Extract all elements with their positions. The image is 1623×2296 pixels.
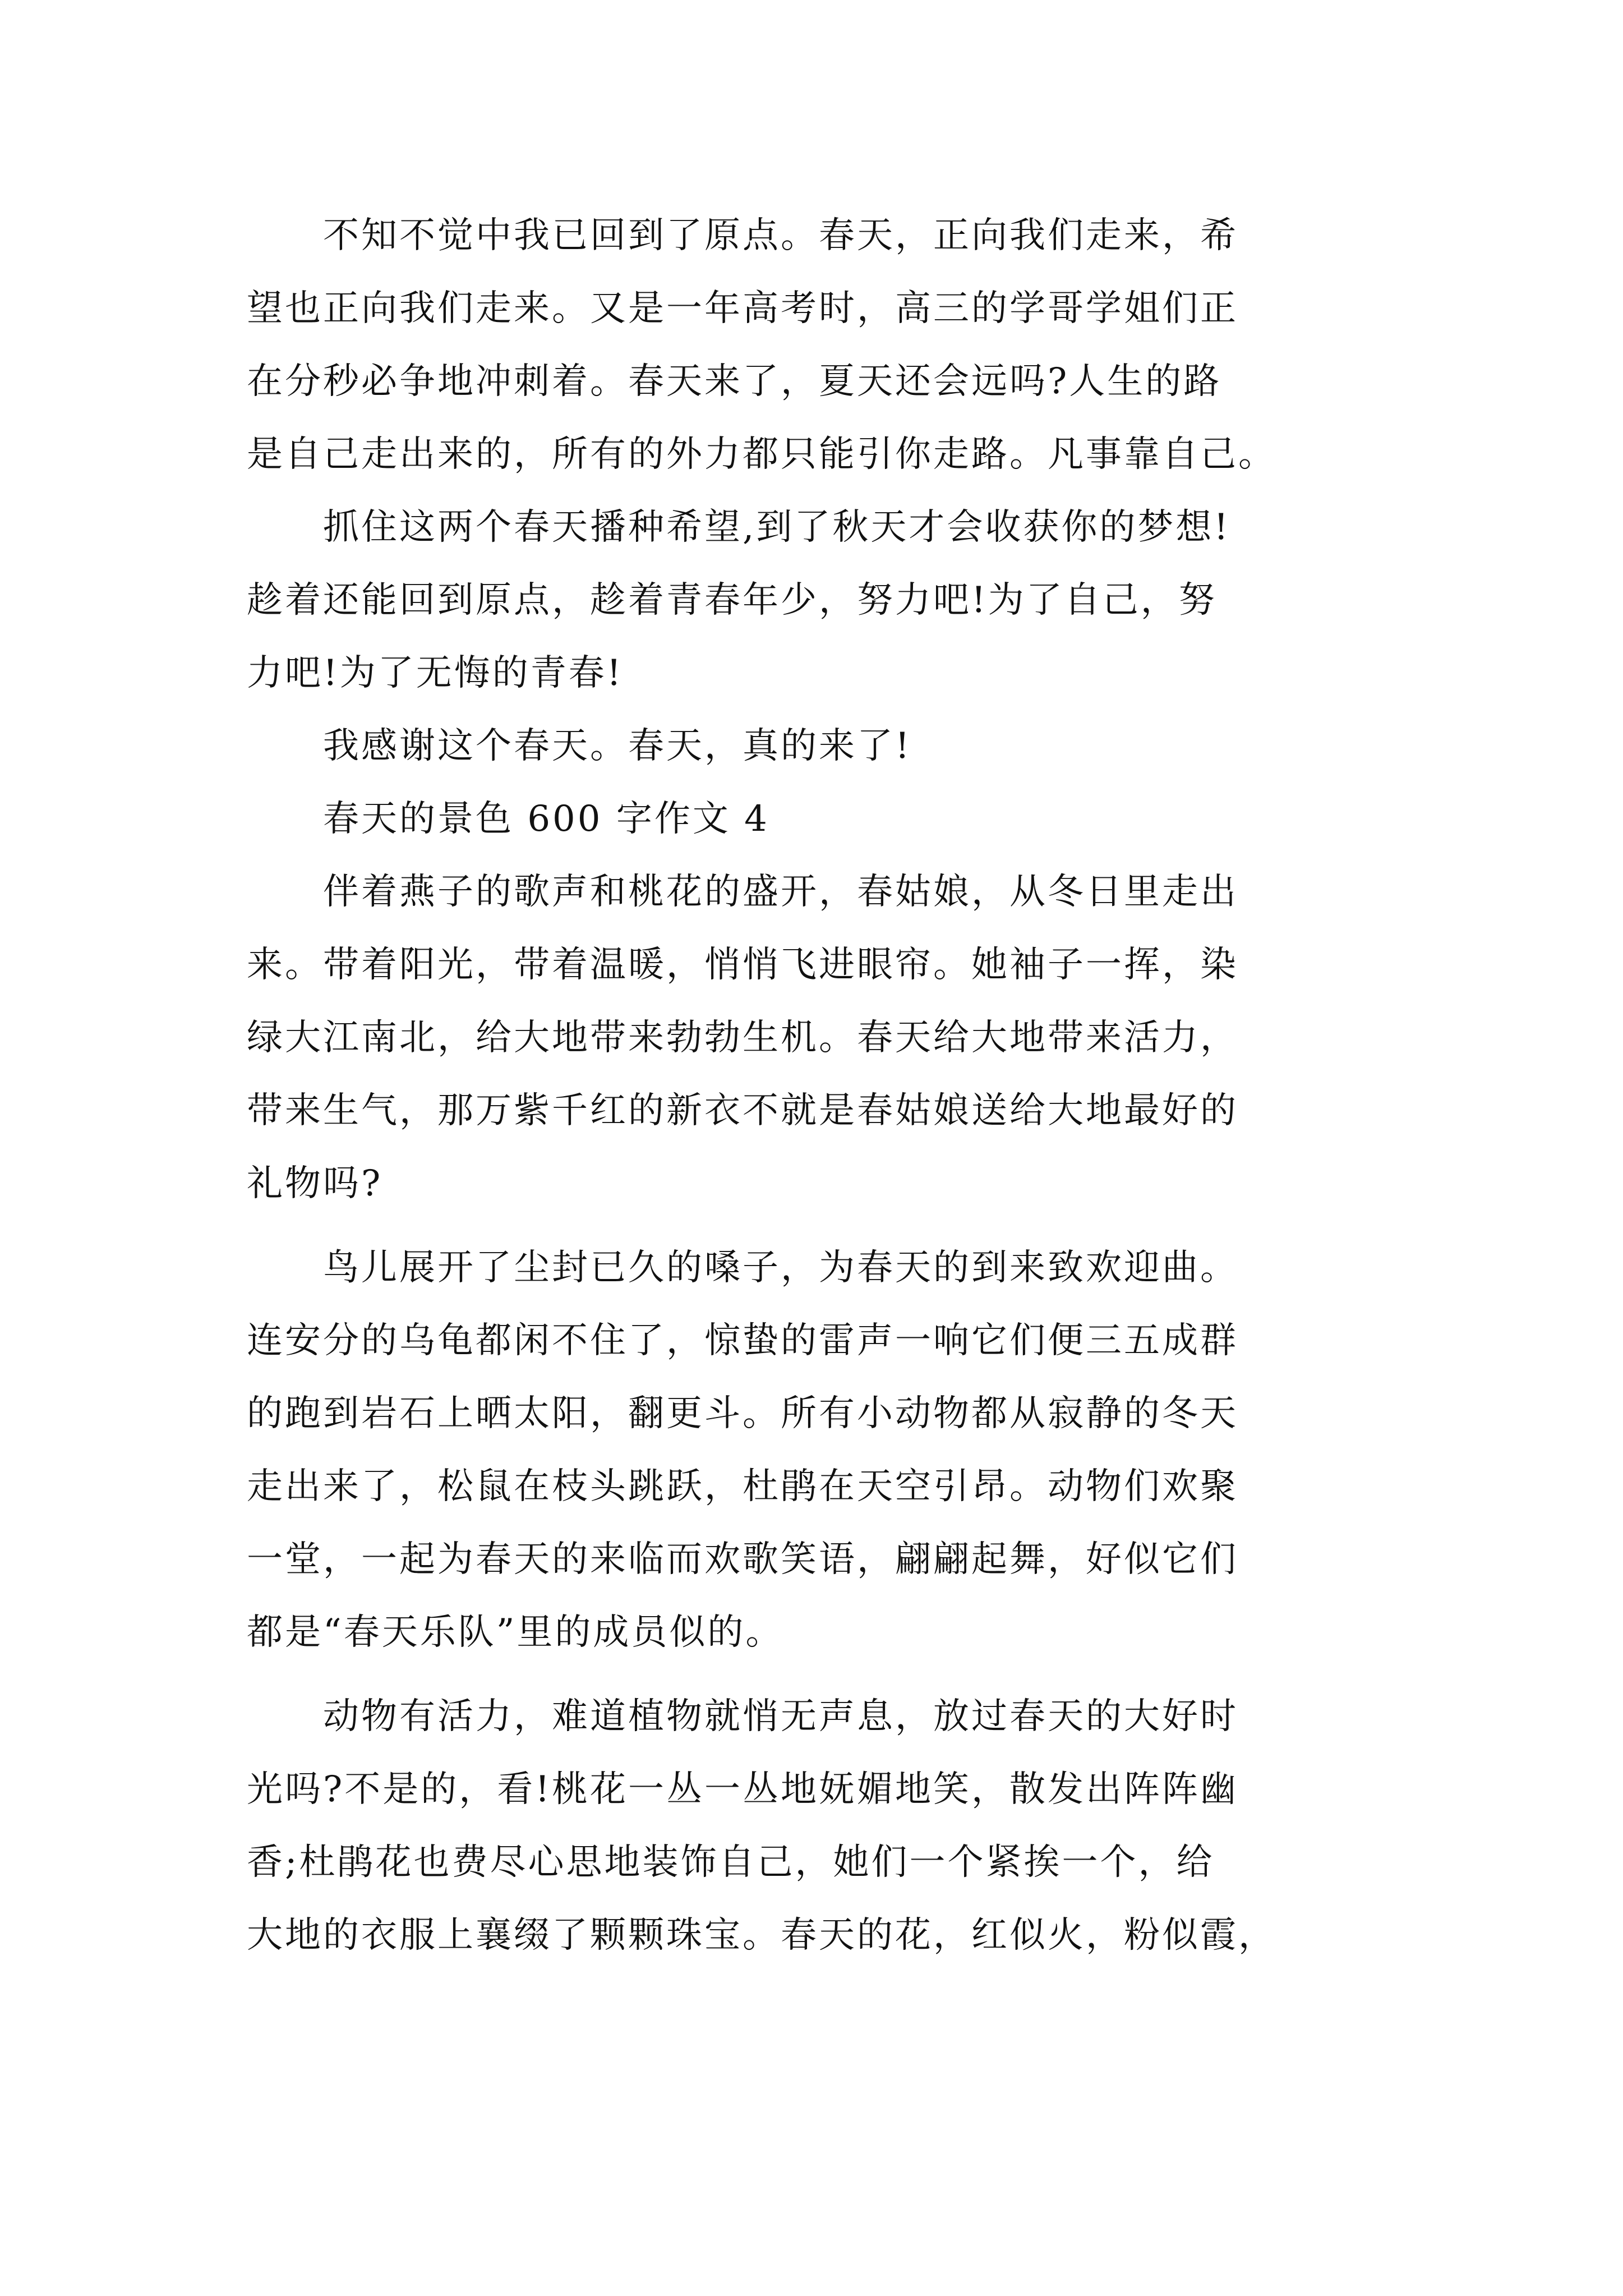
text-line: 连安分的乌龟都闲不住了，惊蛰的雷声一响它们便三五成群 [247, 1320, 1238, 1361]
text-line: 力吧!为了无悔的青春! [247, 652, 624, 694]
text-line: 香;杜鹃花也费尽心思地装饰自己，她们一个紧挨一个，给 [247, 1842, 1215, 1883]
text-line: 光吗?不是的，看!桃花一丛一丛地妩媚地笑，散发出阵阵幽 [247, 1769, 1239, 1810]
text-line: 大地的衣服上襄缀了颗颗珠宝。春天的花，红似火，粉似霞， [247, 1915, 1276, 1956]
text-line: 趁着还能回到原点，趁着青春年少，努力吧!为了自己，努 [247, 579, 1217, 621]
text-line: 动物有活力，难道植物就悄无声息，放过春天的大好时 [247, 1696, 1238, 1737]
text-line: 走出来了，松鼠在枝头跳跃，杜鹃在天空引昂。动物们欢聚 [247, 1466, 1238, 1507]
text-line: 带来生气，那万紫千红的新衣不就是春姑娘送给大地最好的 [247, 1090, 1238, 1131]
text-line: 一堂，一起为春天的来临而欢歌笑语，翩翩起舞，好似它们 [247, 1539, 1238, 1580]
text-line: 礼物吗? [247, 1163, 383, 1204]
text-line: 望也正向我们走来。又是一年高考时，高三的学哥学姐们正 [247, 288, 1238, 329]
text-line: 不知不觉中我已回到了原点。春天，正向我们走来，希 [247, 215, 1238, 256]
text-line: 来。带着阳光，带着温暖，悄悄飞进眼帘。她袖子一挥，染 [247, 944, 1238, 986]
text-line: 绿大江南北，给大地带来勃勃生机。春天给大地带来活力， [247, 1017, 1238, 1059]
text-line: 鸟儿展开了尘封已久的嗓子，为春天的到来致欢迎曲。 [247, 1247, 1238, 1289]
text-line: 是自己走出来的，所有的外力都只能引你走路。凡事靠自己。 [247, 434, 1276, 475]
text-line: 伴着燕子的歌声和桃花的盛开，春姑娘，从冬日里走出 [247, 871, 1238, 913]
text-line: 我感谢这个春天。春天，真的来了! [247, 725, 912, 767]
text-line: 的跑到岩石上晒太阳，翻更斗。所有小动物都从寂静的冬天 [247, 1393, 1238, 1434]
text-line: 都是“春天乐队”里的成员似的。 [247, 1612, 784, 1653]
text-line: 在分秒必争地冲刺着。春天来了，夏天还会远吗?人生的路 [247, 361, 1222, 402]
section-heading: 春天的景色 600 字作文 4 [247, 798, 769, 840]
text-line: 抓住这两个春天播种希望,到了秋天才会收获你的梦想! [247, 507, 1231, 548]
